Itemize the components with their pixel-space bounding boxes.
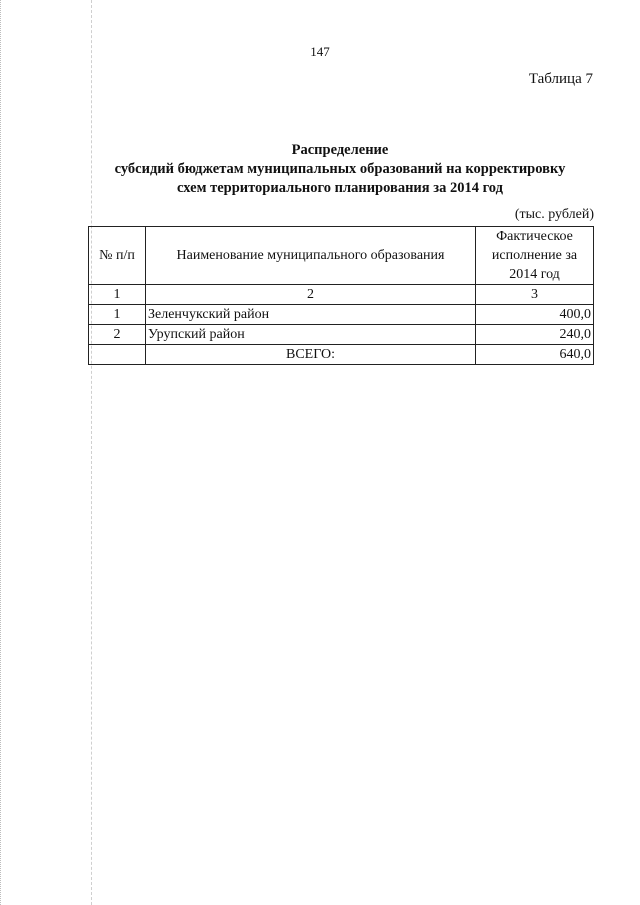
subsidy-table <box>88 226 594 365</box>
table-body <box>89 285 594 365</box>
total-label: ВСЕГО: <box>146 345 476 365</box>
title-line-1: Распределение <box>291 142 389 158</box>
column-number-row <box>89 285 594 305</box>
title-line-2: субсидий бюджетам муниципальных образований на корректировку <box>114 161 566 177</box>
total-value: 640,0 <box>476 345 594 365</box>
header-num: № п/п <box>89 227 146 285</box>
row-value-cell: 400,0 <box>476 305 594 325</box>
column-number-cell: 1 <box>89 285 146 305</box>
title-line-3: схем территориального планирования за 2014 год <box>177 180 503 196</box>
header-name: Наименование муниципального образования <box>146 227 476 285</box>
table-label: Таблица 7 <box>528 71 593 87</box>
table-header <box>89 227 594 285</box>
row-value-cell: 240,0 <box>476 325 594 345</box>
row-num-cell: 2 <box>89 325 146 345</box>
header-row <box>89 227 594 285</box>
total-empty-cell <box>89 345 146 365</box>
document-title <box>90 141 590 198</box>
units-note: (тыс. рублей) <box>514 207 594 222</box>
page-number: 147 <box>310 44 330 59</box>
table-row <box>89 305 594 325</box>
table-row <box>89 325 594 345</box>
scan-edge-line <box>0 0 3 905</box>
row-name-cell: Урупский район <box>146 325 476 345</box>
row-num-cell: 1 <box>89 305 146 325</box>
scan-margin-line <box>91 0 93 905</box>
total-row <box>89 345 594 365</box>
column-number-cell: 2 <box>146 285 476 305</box>
row-name-cell: Зеленчукский район <box>146 305 476 325</box>
column-number-cell: 3 <box>476 285 594 305</box>
header-value: Фактическое исполнение за 2014 год <box>476 227 594 285</box>
